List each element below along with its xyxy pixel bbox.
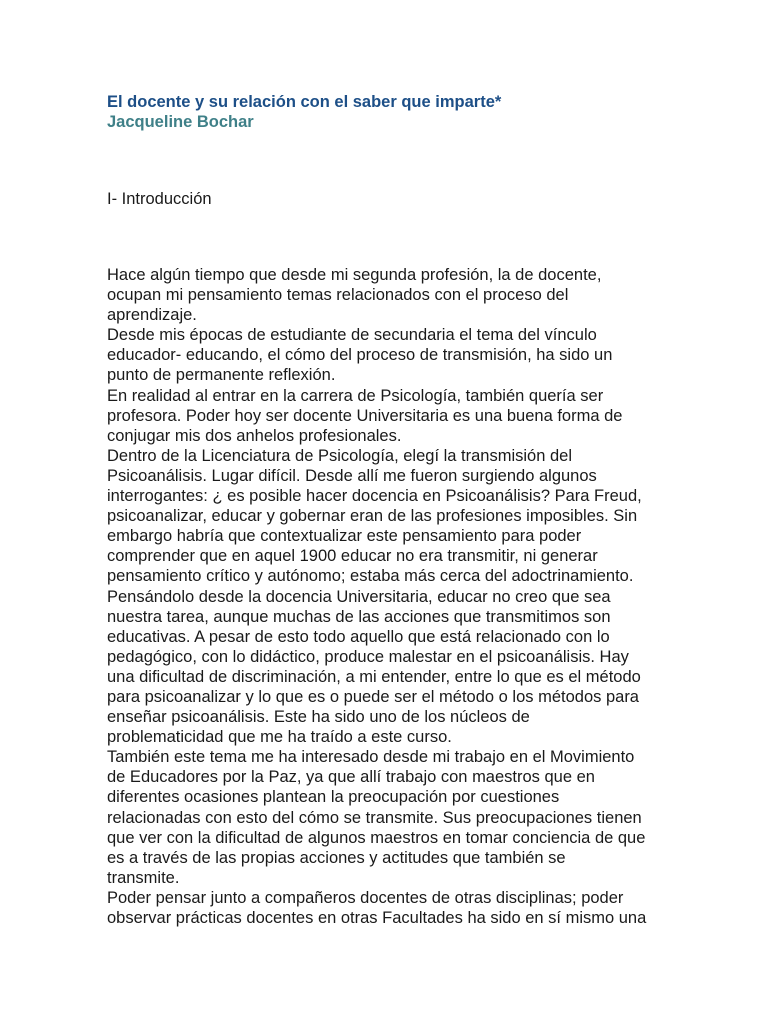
- text-line: Poder pensar junto a compañeros docentes de otras disciplinas; poder: [107, 888, 624, 907]
- text-line: Pensándolo desde la docencia Universitaria, educar no creo que sea: [107, 587, 611, 606]
- text-line: conjugar mis dos anhelos profesionales.: [107, 426, 402, 445]
- text-line: es a través de las propias acciones y actitudes que también se: [107, 848, 566, 867]
- text-line: para psicoanalizar y lo que es o puede ser el método o los métodos para: [107, 687, 639, 706]
- text-line: punto de permanente reflexión.: [107, 366, 336, 385]
- text-line: transmite.: [107, 868, 180, 887]
- text-line: pedagógico, con lo didáctico, produce malestar en el psicoanálisis. Hay: [107, 647, 629, 666]
- text-line: una dificultad de discriminación, a mi entender, entre lo que es el método: [107, 667, 641, 686]
- text-line: relacionadas con esto del cómo se transmite. Sus preocupaciones tienen: [107, 808, 642, 827]
- text-line: educador- educando, el cómo del proceso de transmisión, ha sido un: [107, 346, 613, 365]
- text-line: observar prácticas docentes en otras Facultades ha sido en sí mismo una: [107, 909, 647, 927]
- text-line: educativas. A pesar de esto todo aquello que está relacionado con lo: [107, 627, 610, 646]
- text-line: diferentes ocasiones plantean la preocupación por cuestiones: [107, 788, 560, 807]
- text-line: aprendizaje.: [107, 306, 197, 325]
- text-line: En realidad al entrar en la carrera de Psicología, también quería ser: [107, 386, 604, 405]
- text-line: problematicidad que me ha traído a este curso.: [107, 728, 452, 747]
- text-line: nuestra tarea, aunque muchas de las acciones que transmitimos son: [107, 607, 611, 626]
- text-line: embargo habría que contextualizar este pensamiento para poder: [107, 527, 582, 546]
- text-line: que ver con la dificultad de algunos maestros en tomar conciencia de que: [107, 828, 646, 847]
- body-text: [107, 265, 667, 928]
- document-title: El docente y su relación con el saber que imparte*: [107, 93, 502, 111]
- text-line: Desde mis épocas de estudiante de secundaria el tema del vínculo: [107, 326, 597, 345]
- text-line: enseñar psicoanálisis. Este ha sido uno de los núcleos de: [107, 708, 530, 727]
- text-line: Psicoanálisis. Lugar difícil. Desde allí me fueron surgiendo algunos: [107, 466, 597, 485]
- text-line: ocupan mi pensamiento temas relacionados con el proceso del: [107, 286, 569, 305]
- text-line: de Educadores por la Paz, ya que allí trabajo con maestros que en: [107, 768, 595, 787]
- text-line: También este tema me ha interesado desde mi trabajo en el Movimiento: [107, 748, 635, 767]
- document-author: Jacqueline Bochar: [107, 113, 254, 131]
- text-line: Dentro de la Licenciatura de Psicología, elegí la transmisión del: [107, 446, 573, 465]
- text-line: pensamiento crítico y autónomo; estaba más cerca del adoctrinamiento.: [107, 567, 634, 586]
- text-line: interrogantes: ¿ es posible hacer docencia en Psicoanálisis? Para Freud,: [107, 487, 642, 506]
- section-heading: I- Introducción: [107, 190, 212, 208]
- text-line: comprender que en aquel 1900 educar no era transmitir, ni generar: [107, 547, 598, 566]
- text-line: psicoanalizar, educar y gobernar eran de las profesiones imposibles. Sin: [107, 507, 638, 526]
- text-line: Hace algún tiempo que desde mi segunda profesión, la de docente,: [107, 266, 602, 284]
- text-line: profesora. Poder hoy ser docente Universitaria es una buena forma de: [107, 406, 623, 425]
